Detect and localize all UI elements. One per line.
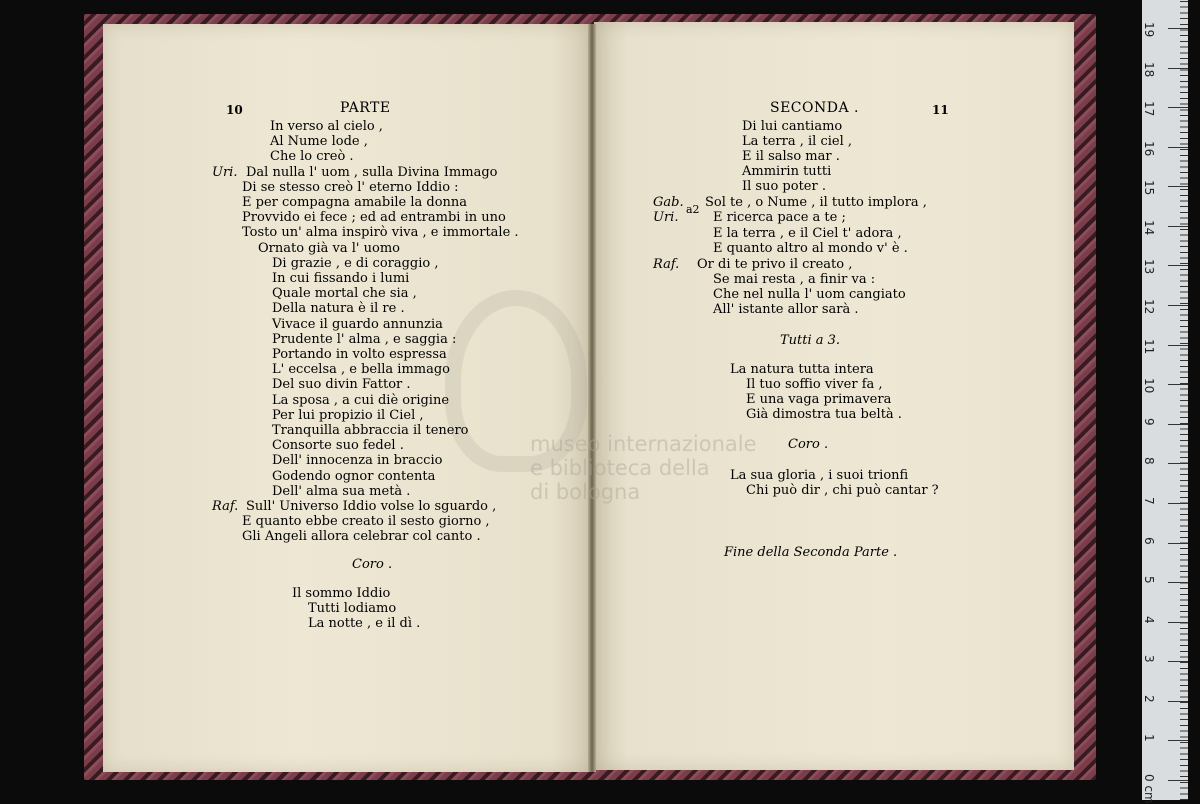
verse-line: Consorte suo fedel . (272, 438, 404, 454)
verse-line: E ricerca pace a te ; (713, 210, 846, 225)
verse-line: Portando in volto espressa (272, 347, 447, 362)
ruler-number: 2 (1142, 694, 1156, 703)
ruler-number: 6 (1142, 536, 1156, 545)
verse-line: Sull' Universo Iddio volse lo sguardo , (246, 499, 497, 514)
ruler-number: 4 (1142, 615, 1156, 624)
watermark-line: e biblioteca della (530, 456, 710, 480)
speaker-label: Uri. (653, 210, 679, 225)
ruler-tick (1168, 701, 1188, 702)
ruler-number: 12 (1142, 299, 1156, 315)
speaker-label: Uri. (212, 164, 238, 180)
verse-line: Provvido ei fece ; ed ad entrambi in uno (242, 210, 506, 226)
verse-line: All' istante allor sarà . (713, 302, 859, 317)
verse-line: Di se stesso creò l' eterno Iddio : (242, 179, 459, 195)
verse-line: La natura tutta intera (730, 362, 874, 377)
verse-line: Prudente l' alma , e saggia : (272, 331, 457, 347)
verse-line: E una vaga primavera (746, 392, 892, 407)
verse-line: Il tuo soffio viver fa , (746, 377, 883, 392)
ruler-number: 11 (1142, 338, 1156, 354)
ruler-tick (1168, 384, 1188, 385)
page-header-left: PARTE (340, 100, 391, 116)
duet-marker: a2 (686, 203, 700, 216)
ruler-number: 8 (1142, 457, 1156, 465)
verse-line: E il salso mar . (742, 149, 840, 164)
verse-line: E quanto ebbe creato il sesto giorno , (242, 514, 490, 530)
ruler-number: 15 (1142, 180, 1156, 196)
verse-line: E la terra , e il Ciel t' adora , (713, 226, 902, 241)
watermark (530, 432, 757, 504)
ruler-tick (1168, 226, 1188, 227)
ruler-number: 17 (1142, 101, 1156, 117)
ruler-tick (1168, 543, 1188, 544)
verse-line: Se mai resta , a finir va : (713, 272, 876, 287)
book-spine (588, 24, 596, 772)
verse-line: Tosto un' alma inspirò viva , e immortale . (242, 225, 519, 241)
ruler-tick (1168, 28, 1188, 29)
verse-line: Sol te , o Nume , il tutto implora , (705, 195, 927, 210)
verse-line: E quanto altro al mondo v' è . (713, 241, 908, 256)
verse-line: Il suo poter . (742, 179, 826, 194)
page-number-left: 10 (226, 103, 243, 117)
watermark-line: museo internazionale (530, 432, 757, 456)
verse-line: Gli Angeli allora celebrar col canto . (242, 529, 481, 545)
verse-line: Ornato già va l' uomo (258, 240, 400, 256)
ruler-number: 7 (1142, 496, 1156, 505)
verse-line: Godendo ognor contenta (272, 468, 436, 484)
verse-line: Del suo divin Fattor . (272, 377, 411, 393)
ruler-number: 10 (1142, 378, 1156, 394)
tutti-heading: Tutti a 3. (780, 333, 841, 348)
ruler-tick (1168, 661, 1188, 662)
ruler-number: 1 (1142, 734, 1156, 743)
ruler-number: 3 (1142, 655, 1156, 663)
coro-line: Il sommo Iddio (292, 586, 391, 601)
ruler-number: 19 (1142, 22, 1156, 38)
fine-line: Fine della Seconda Parte . (724, 545, 898, 560)
verse-line: Dell' alma sua metà . (272, 483, 411, 499)
ruler-tick (1168, 582, 1188, 583)
coro-line: La notte , e il dì . (308, 616, 421, 631)
coro-heading-right: Coro . (788, 437, 829, 452)
ruler-tick (1168, 740, 1188, 741)
ruler-number: 0 cm (1142, 774, 1156, 804)
verse-line: Ammirin tutti (742, 164, 832, 179)
verse-line: Di lui cantiamo (742, 119, 843, 134)
ruler-number: 9 (1142, 417, 1156, 426)
ruler-tick (1168, 186, 1188, 187)
verse-line: Al Nume lode , (270, 134, 368, 150)
verse-line: E per compagna amabile la donna (242, 195, 468, 210)
verse-line: Della natura è il re . (272, 301, 405, 317)
ruler-tick (1168, 147, 1188, 148)
ruler-tick (1168, 107, 1188, 108)
verse-line: La sposa , a cui diè origine (272, 392, 450, 408)
ruler-number: 13 (1142, 259, 1156, 275)
verse-line: Dal nulla l' uom , sulla Divina Immago (246, 164, 498, 180)
speaker-label: Raf. (212, 499, 239, 514)
verse-line: Or di te privo il creato , (697, 257, 853, 272)
ruler-number: 16 (1142, 140, 1156, 157)
verse-line: In cui fissando i lumi (272, 271, 410, 286)
ruler-tick (1168, 503, 1188, 504)
page-number-right: 11 (932, 103, 949, 117)
verse-line: La sua gloria , i suoi trionfi (730, 468, 909, 483)
ruler-tick (1168, 265, 1188, 266)
watermark-line: di bologna (530, 480, 641, 504)
verse-line: La terra , il ciel , (742, 134, 853, 149)
page-header-right: SECONDA . (770, 100, 859, 116)
verse-line: Vivace il guardo annunzia (272, 316, 443, 332)
verse-line: Già dimostra tua beltà . (746, 407, 902, 422)
verse-line: In verso al cielo , (270, 119, 383, 134)
verse-line: L' eccelsa , e bella immago (272, 362, 451, 378)
ruler-tick (1168, 780, 1188, 781)
ruler-tick (1168, 68, 1188, 69)
verse-line: Che nel nulla l' uom cangiato (713, 287, 906, 302)
verse-line: Quale mortal che sia , (272, 286, 417, 302)
verse-line: Tranquilla abbraccia il tenero (272, 423, 469, 438)
ruler-tick (1168, 463, 1188, 464)
speaker-label: Gab. (653, 195, 684, 210)
verse-line: Di grazie , e di coraggio , (272, 255, 439, 271)
speaker-label: Raf. (653, 257, 680, 272)
verse-line: Per lui propizio il Ciel , (272, 407, 424, 423)
ruler-number: 5 (1142, 576, 1156, 584)
verse-line: Chi può dir , chi può cantar ? (746, 483, 939, 498)
verse-line: Dell' innocenza in braccio (272, 453, 443, 469)
ruler-tick (1168, 305, 1188, 306)
ruler-number: 18 (1142, 61, 1156, 77)
ruler-number: 14 (1142, 219, 1156, 236)
ruler-tick (1168, 622, 1188, 623)
coro-heading-left: Coro . (352, 557, 393, 572)
ruler-tick (1168, 424, 1188, 425)
ruler-tick (1168, 345, 1188, 346)
verse-line: Che lo creò . (270, 149, 354, 165)
coro-line: Tutti lodiamo (308, 601, 397, 616)
measurement-ruler (1142, 0, 1188, 804)
